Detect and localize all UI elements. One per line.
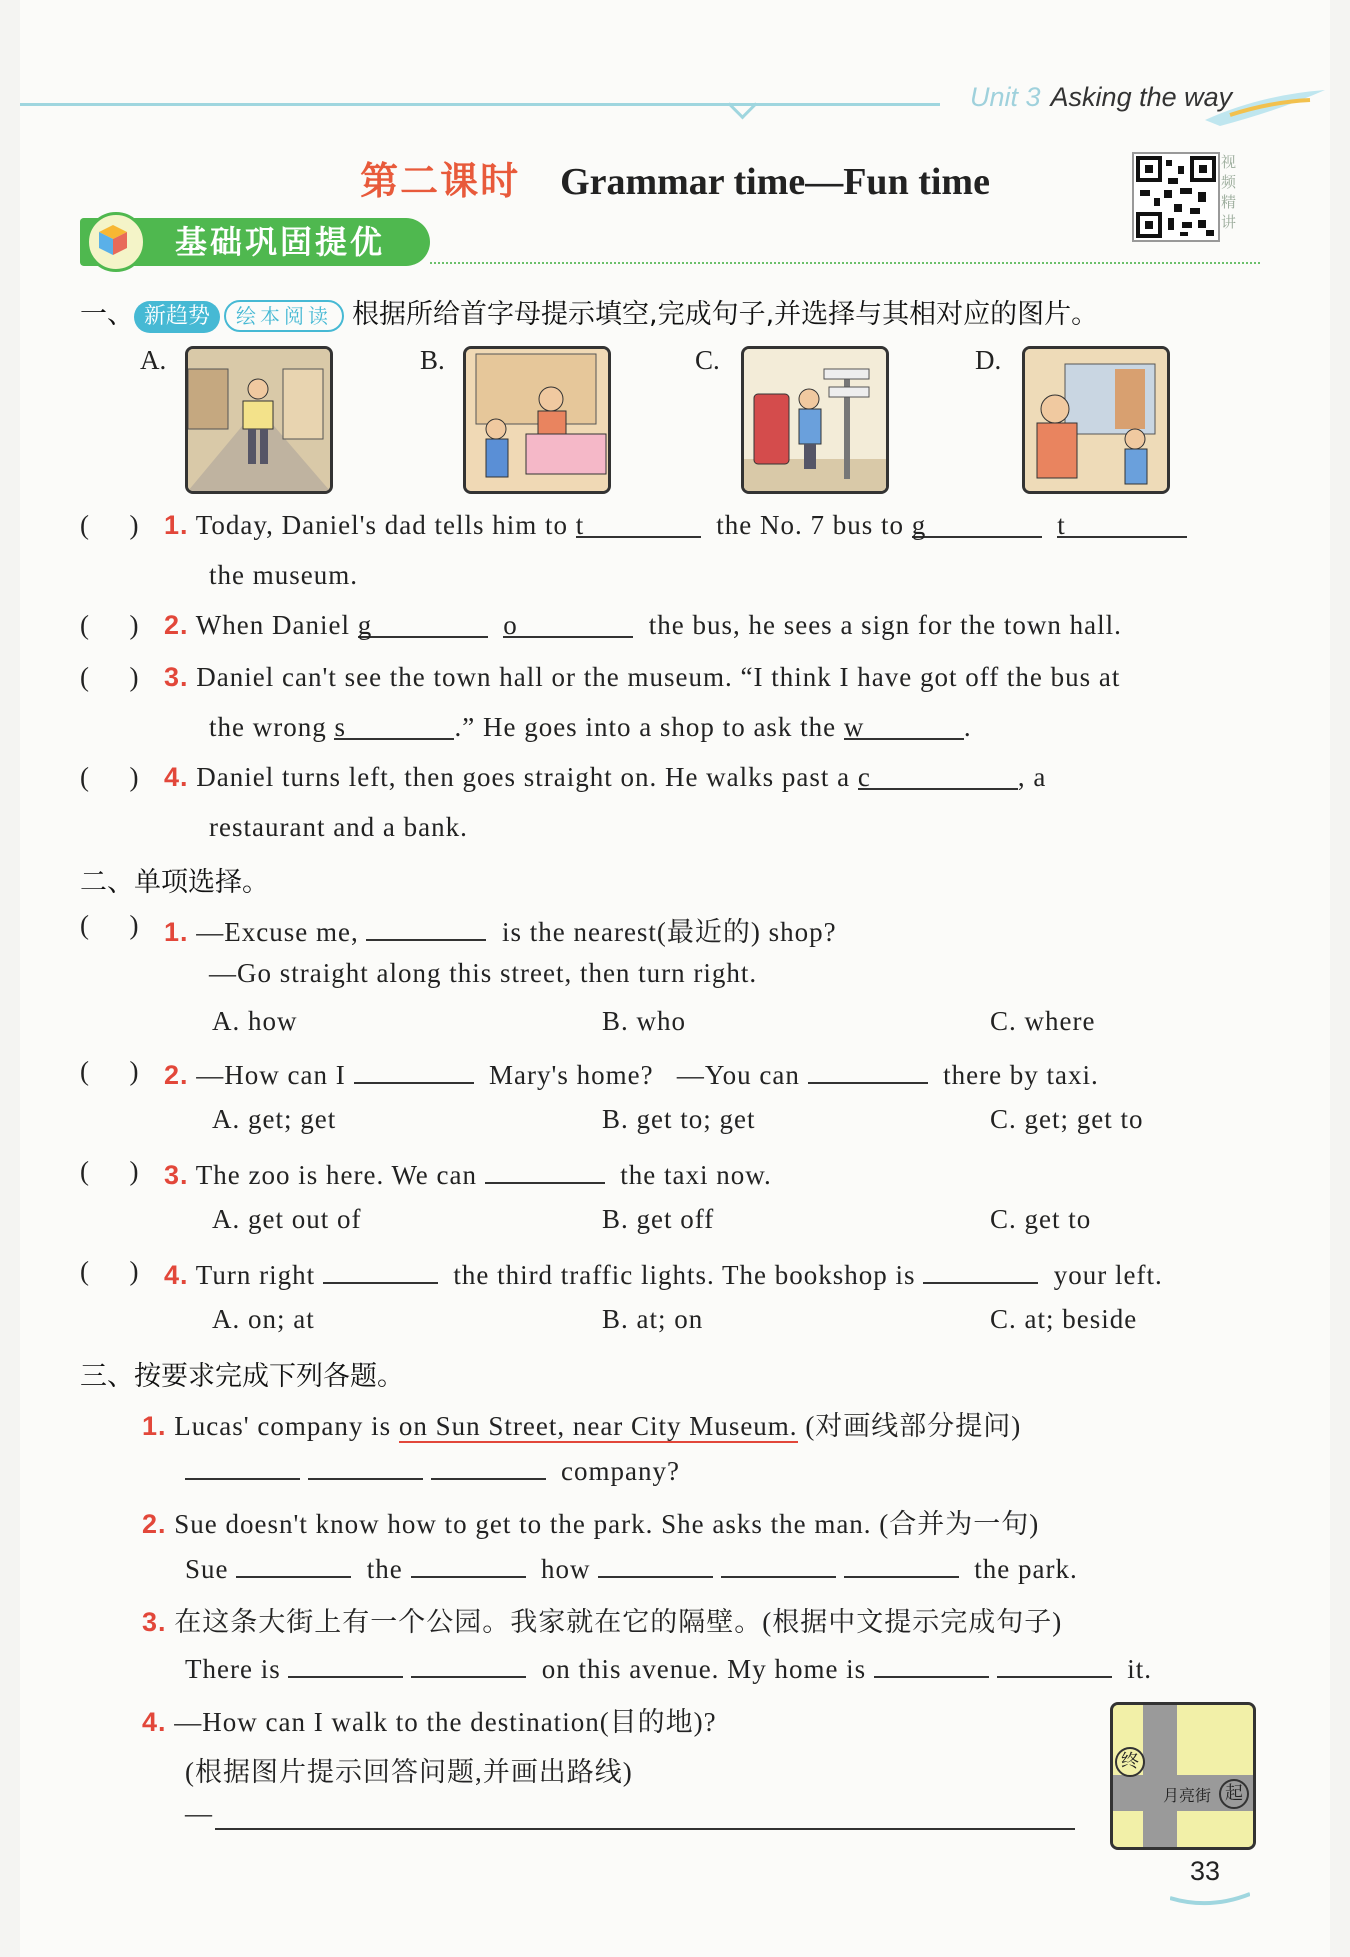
p1-q2: 2. When Daniel g o the bus, he sees a sign for the town hall. bbox=[164, 610, 1122, 640]
answer-bracket[interactable]: ( ) bbox=[80, 1156, 139, 1186]
option-b[interactable]: B. get off bbox=[602, 1204, 715, 1234]
p3-q3-answer: There is on this avenue. My home is it. bbox=[185, 1650, 1152, 1685]
end-marker: 终 bbox=[1115, 1747, 1145, 1777]
blank-input[interactable]: g bbox=[358, 610, 488, 638]
worksheet-page bbox=[20, 0, 1330, 1957]
blank-input[interactable] bbox=[308, 1452, 423, 1480]
blank-input[interactable] bbox=[874, 1650, 989, 1678]
blank-input[interactable] bbox=[598, 1550, 713, 1578]
option-b[interactable]: B. at; on bbox=[602, 1304, 704, 1334]
p3-q4: 4. —How can I walk to the destination(目的地)? bbox=[142, 1707, 717, 1737]
p1-q4-cont: restaurant and a bank. bbox=[209, 812, 468, 842]
qr-code-icon[interactable] bbox=[1132, 152, 1220, 242]
blank-input[interactable]: w bbox=[844, 712, 964, 740]
blank-input[interactable]: c bbox=[858, 762, 1018, 790]
blank-input[interactable] bbox=[411, 1650, 526, 1678]
picture-book-badge: 绘本阅读 bbox=[224, 300, 344, 332]
blank-input[interactable] bbox=[997, 1650, 1112, 1678]
page-number: 33 bbox=[1190, 1856, 1221, 1886]
lesson-title-en: Grammar time—Fun time bbox=[560, 161, 990, 203]
blank-input[interactable] bbox=[354, 1056, 474, 1084]
option-c[interactable]: C. get; get to bbox=[990, 1104, 1144, 1134]
trend-badge: 新趋势 bbox=[134, 301, 220, 333]
shop-scene-icon bbox=[466, 349, 608, 491]
answer-bracket[interactable]: ( ) bbox=[80, 510, 139, 540]
blank-input[interactable] bbox=[485, 1156, 605, 1184]
option-a[interactable]: A. get; get bbox=[212, 1104, 337, 1134]
blank-input[interactable] bbox=[323, 1256, 438, 1284]
p3-q2-answer: Sue the how the park. bbox=[185, 1550, 1078, 1585]
picture-label-d: D. bbox=[975, 345, 1002, 375]
picture-c bbox=[741, 346, 889, 494]
p3-q3: 3. 在这条大街上有一个公园。我家就在它的隔壁。(根据中文提示完成句子) bbox=[142, 1607, 1063, 1637]
blank-input[interactable]: g bbox=[912, 510, 1042, 538]
answer-line[interactable] bbox=[215, 1828, 1075, 1830]
blank-input[interactable] bbox=[844, 1550, 959, 1578]
option-c[interactable]: C. get to bbox=[990, 1204, 1092, 1234]
option-c[interactable]: C. at; beside bbox=[990, 1304, 1138, 1334]
option-b[interactable]: B. who bbox=[602, 1006, 687, 1036]
answer-bracket[interactable]: ( ) bbox=[80, 1056, 139, 1086]
answer-bracket[interactable]: ( ) bbox=[80, 1256, 139, 1286]
asking-way-scene-icon bbox=[1025, 349, 1167, 491]
answer-bracket[interactable]: ( ) bbox=[80, 910, 139, 940]
banner-divider bbox=[430, 262, 1260, 264]
p1-q3: 3. Daniel can't see the town hall or the museum. “I think I have got off the bus at bbox=[164, 662, 1121, 692]
part1-instruction: 根据所给首字母提示填空,完成句子,并选择与其相对应的图片。 bbox=[352, 299, 1099, 330]
option-a[interactable]: A. on; at bbox=[212, 1304, 315, 1334]
route-map[interactable] bbox=[1110, 1702, 1256, 1850]
signpost-scene-icon bbox=[744, 349, 886, 491]
picture-b bbox=[463, 346, 611, 494]
blank-input[interactable] bbox=[923, 1256, 1038, 1284]
answer-bracket[interactable]: ( ) bbox=[80, 610, 139, 640]
page-swoosh-decoration bbox=[1170, 1890, 1250, 1910]
option-a[interactable]: A. how bbox=[212, 1006, 298, 1036]
picture-label-b: B. bbox=[420, 345, 445, 375]
header-rule bbox=[20, 103, 940, 106]
p2-q1: 1. —Excuse me, is the nearest(最近的) shop? bbox=[164, 910, 837, 949]
p2-q2: 2. —How can I Mary's home? —You can there by taxi. bbox=[164, 1056, 1099, 1091]
lesson-title-cn: 第二课时 bbox=[360, 158, 521, 203]
street-scene-icon bbox=[188, 349, 330, 491]
unit-number: Unit 3 bbox=[970, 82, 1041, 112]
part3-heading: 三、按要求完成下列各题。 bbox=[80, 1361, 404, 1392]
option-a[interactable]: A. get out of bbox=[212, 1204, 362, 1234]
unit-header bbox=[970, 82, 1232, 113]
p1-q4: 4. Daniel turns left, then goes straight on. He walks past a c , a bbox=[164, 762, 1047, 792]
header-dot-icon bbox=[728, 90, 758, 120]
part1-heading: 一、 新趋势 绘本阅读 根据所给首字母提示填空,完成句子,并选择与其相对应的图片。 bbox=[80, 292, 1098, 333]
blank-input[interactable] bbox=[185, 1452, 300, 1480]
video-tag: 视频精讲 bbox=[1221, 153, 1237, 231]
picture-label-a: A. bbox=[140, 345, 167, 375]
blank-input[interactable] bbox=[366, 913, 486, 941]
blank-input[interactable] bbox=[808, 1056, 928, 1084]
swoosh-decoration bbox=[1200, 90, 1330, 130]
p2-q3: 3. The zoo is here. We can the taxi now. bbox=[164, 1156, 772, 1191]
p3-q4-answer: — bbox=[185, 1798, 213, 1828]
option-c[interactable]: C. where bbox=[990, 1006, 1096, 1036]
p2-q1-reply: —Go straight along this street, then turn right. bbox=[209, 958, 758, 988]
p1-q1-cont: the museum. bbox=[209, 560, 358, 590]
part2-heading: 二、单项选择。 bbox=[80, 867, 269, 898]
blank-input[interactable] bbox=[411, 1550, 526, 1578]
p3-q1: 1. Lucas' company is on Sun Street, near City Museum. (对画线部分提问) bbox=[142, 1411, 1022, 1441]
p1-q1: 1. Today, Daniel's dad tells him to t the No. 7 bus to g t bbox=[164, 510, 1187, 541]
blank-input[interactable]: o bbox=[503, 610, 633, 638]
section-banner: 基础巩固提优 bbox=[80, 218, 430, 266]
p1-q3-cont: the wrong s .” He goes into a shop to ask the w . bbox=[209, 712, 972, 742]
p3-q2: 2. Sue doesn't know how to get to the park. She asks the man. (合并为一句) bbox=[142, 1509, 1040, 1539]
answer-bracket[interactable]: ( ) bbox=[80, 662, 139, 692]
unit-title: Asking the way bbox=[1050, 82, 1233, 112]
cube-icon bbox=[86, 212, 146, 272]
option-b[interactable]: B. get to; get bbox=[602, 1104, 756, 1134]
picture-label-c: C. bbox=[695, 345, 720, 375]
picture-d bbox=[1022, 346, 1170, 494]
answer-bracket[interactable]: ( ) bbox=[80, 762, 139, 792]
blank-input[interactable] bbox=[721, 1550, 836, 1578]
blank-input[interactable]: t bbox=[576, 510, 701, 538]
blank-input[interactable]: s bbox=[334, 712, 454, 740]
street-label: 月亮街 bbox=[1163, 1786, 1212, 1805]
blank-input[interactable] bbox=[431, 1452, 546, 1480]
p3-q1-answer: company? bbox=[185, 1452, 680, 1487]
start-marker: 起 bbox=[1219, 1779, 1249, 1809]
underlined-phrase: on Sun Street, near City Museum. bbox=[398, 1411, 798, 1441]
blank-input[interactable] bbox=[288, 1650, 403, 1678]
picture-a bbox=[185, 346, 333, 494]
blank-input[interactable]: t bbox=[1057, 510, 1187, 538]
p3-q4-instruction: (根据图片提示回答问题,并画出路线) bbox=[185, 1757, 633, 1787]
blank-input[interactable] bbox=[236, 1550, 351, 1578]
p2-q4: 4. Turn right the third traffic lights. The bookshop is your left. bbox=[164, 1256, 1163, 1291]
